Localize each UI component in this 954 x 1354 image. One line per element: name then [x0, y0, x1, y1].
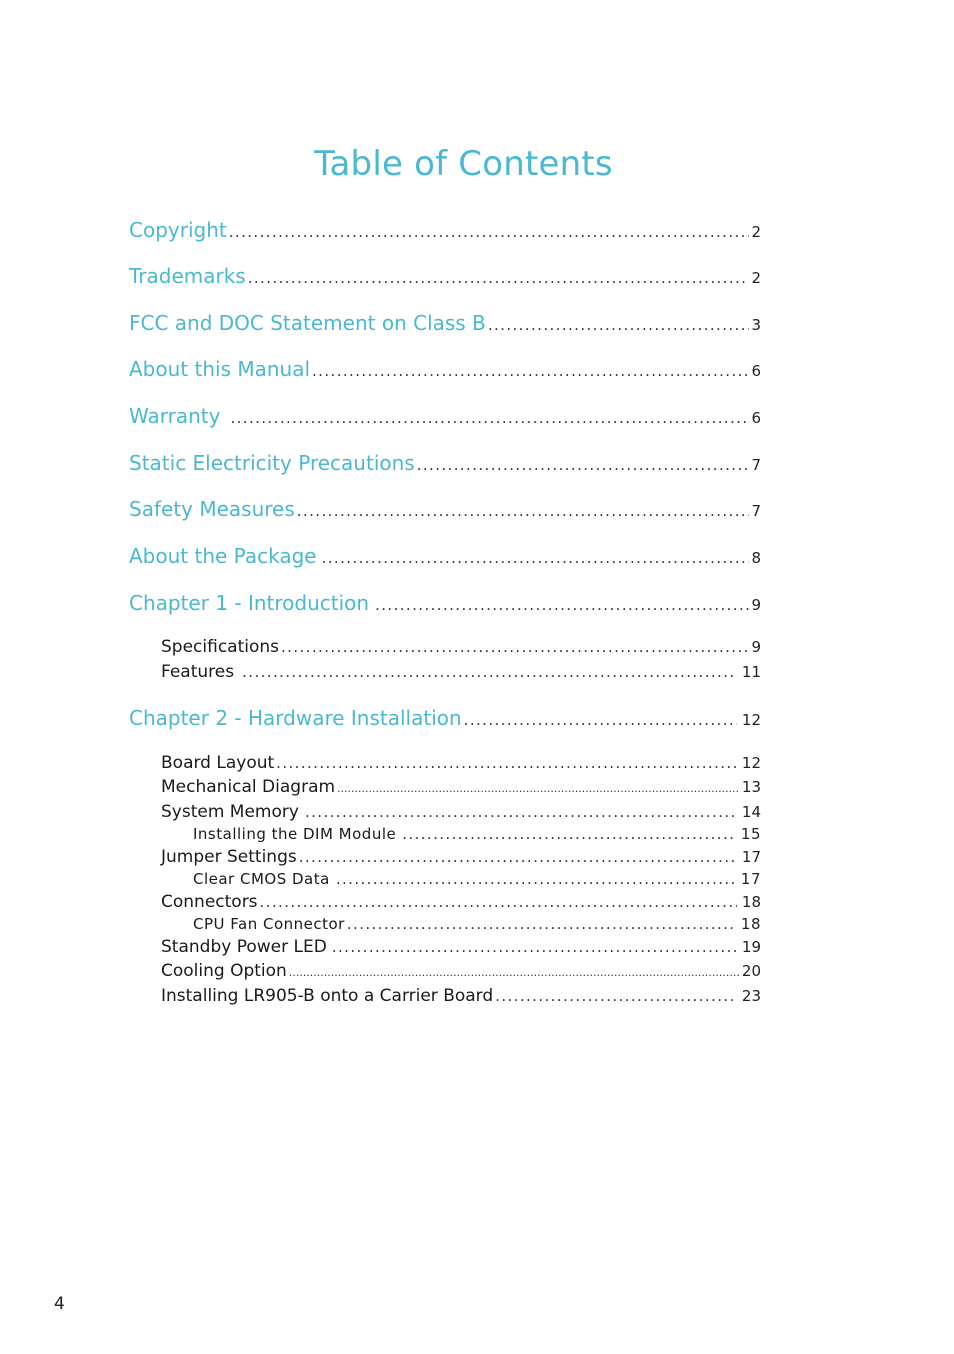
toc-entry-label: Clear CMOS Data: [193, 870, 330, 888]
dot-leader: [337, 778, 740, 796]
dot-leader: [417, 456, 750, 474]
toc-entry-copyright[interactable]: [129, 218, 761, 248]
toc-entry-label: Chapter 2 - Hardware Installation: [129, 706, 462, 730]
toc-entry-page: 7: [751, 502, 761, 520]
toc-entry-connectors[interactable]: [161, 892, 761, 916]
toc-entry-page: 23: [741, 987, 761, 1005]
toc-entry-chapter-2[interactable]: [129, 706, 761, 736]
toc-entry-label: CPU Fan Connector: [193, 915, 345, 933]
toc-entry-label: Jumper Settings: [161, 847, 297, 867]
toc-entry-standby-power-led[interactable]: [161, 937, 761, 961]
toc-entry-cooling-option[interactable]: [161, 961, 761, 985]
toc-entry-label: About the Package: [129, 544, 317, 568]
dot-leader: [464, 711, 737, 729]
toc-entry-system-memory[interactable]: [161, 802, 761, 826]
toc-entry-page: 9: [751, 638, 761, 656]
toc-entry-label: Static Electricity Precautions: [129, 451, 415, 475]
dot-leader: [299, 848, 737, 866]
toc-entry-page: 7: [751, 456, 761, 474]
toc-entry-page: 12: [741, 711, 761, 729]
dot-leader: [336, 870, 736, 888]
toc-entry-label: Chapter 1 - Introduction: [129, 591, 370, 615]
toc-entry-fcc-doc-statement[interactable]: [129, 311, 761, 341]
toc-entry-page: 17: [740, 870, 761, 888]
toc-entry-page: 14: [741, 803, 761, 821]
toc-entry-label: Standby Power LED: [161, 937, 327, 957]
dot-leader: [305, 803, 737, 821]
toc-entry-mechanical-diagram[interactable]: [161, 777, 761, 801]
toc-entry-safety-measures[interactable]: [129, 497, 761, 527]
dot-leader: [248, 269, 750, 287]
toc-entry-page: 20: [741, 962, 761, 980]
dot-leader: [312, 362, 749, 380]
toc-entry-page: 6: [751, 409, 761, 427]
toc-entry-board-layout[interactable]: [161, 753, 761, 777]
toc-entry-page: 3: [751, 316, 761, 334]
toc-entry-label: Trademarks: [129, 264, 246, 288]
toc-entry-label: Installing LR905-B onto a Carrier Board: [161, 986, 494, 1006]
dot-leader: [322, 549, 750, 567]
dot-leader: [488, 316, 750, 334]
toc-entry-cpu-fan-connector[interactable]: [193, 915, 761, 935]
toc-entry-page: 11: [741, 663, 761, 681]
page-title: Table of Contents: [314, 144, 613, 184]
dot-leader: [347, 915, 736, 933]
toc-entry-page: 9: [751, 596, 761, 614]
toc-entry-label: Safety Measures: [129, 497, 295, 521]
toc-entry-label: About this Manual: [129, 357, 311, 381]
toc-entry-specifications[interactable]: [161, 637, 761, 661]
toc-entry-label: Installing the DIM Module: [193, 825, 397, 843]
dot-leader: [289, 962, 740, 980]
toc-entry-label: Board Layout: [161, 753, 275, 773]
dot-leader: [229, 223, 750, 241]
toc-entry-installing-lr905b[interactable]: [161, 986, 761, 1010]
dot-leader: [402, 825, 736, 843]
toc-entry-clear-cmos-data[interactable]: [193, 870, 761, 890]
dot-leader: [260, 893, 737, 911]
toc-entry-page: 18: [741, 893, 761, 911]
toc-entry-about-package[interactable]: [129, 544, 761, 574]
toc-entry-about-manual[interactable]: [129, 357, 761, 387]
dot-leader: [242, 663, 737, 681]
dot-leader: [375, 596, 749, 614]
toc-entry-page: 18: [740, 915, 761, 933]
toc-entry-page: 2: [751, 223, 761, 241]
toc-entry-label: FCC and DOC Statement on Class B: [129, 311, 486, 335]
dot-leader: [297, 502, 750, 520]
dot-leader: [230, 409, 749, 427]
toc-entry-label: Warranty: [129, 404, 221, 428]
toc-entry-page: 2: [751, 269, 761, 287]
toc-entry-page: 12: [741, 754, 761, 772]
toc-entry-label: System Memory: [161, 802, 299, 822]
dot-leader: [276, 754, 737, 772]
toc-entry-features[interactable]: [161, 662, 761, 686]
toc-entry-label: Connectors: [161, 892, 258, 912]
dot-leader: [495, 987, 737, 1005]
toc-entry-label: Specifications: [161, 637, 280, 657]
toc-entry-page: 15: [740, 825, 761, 843]
toc-entry-page: 13: [741, 778, 761, 796]
toc-entry-page: 8: [751, 549, 761, 567]
toc-entry-warranty[interactable]: [129, 404, 761, 434]
page-number: 4: [54, 1294, 65, 1314]
toc-entry-installing-dim-module[interactable]: [193, 825, 761, 845]
toc-entry-label: Features: [161, 662, 235, 682]
toc-entry-chapter-1[interactable]: [129, 591, 761, 621]
toc-entry-label: Cooling Option: [161, 961, 287, 981]
toc-entry-page: 19: [741, 938, 761, 956]
dot-leader: [281, 638, 749, 656]
toc-entry-jumper-settings[interactable]: [161, 847, 761, 871]
toc-entry-page: 6: [751, 362, 761, 380]
toc-entry-label: Copyright: [129, 218, 227, 242]
toc-entry-page: 17: [741, 848, 761, 866]
toc-entry-static-electricity[interactable]: [129, 451, 761, 481]
dot-leader: [332, 938, 737, 956]
toc-entry-label: Mechanical Diagram: [161, 777, 336, 797]
toc-entry-trademarks[interactable]: [129, 264, 761, 294]
